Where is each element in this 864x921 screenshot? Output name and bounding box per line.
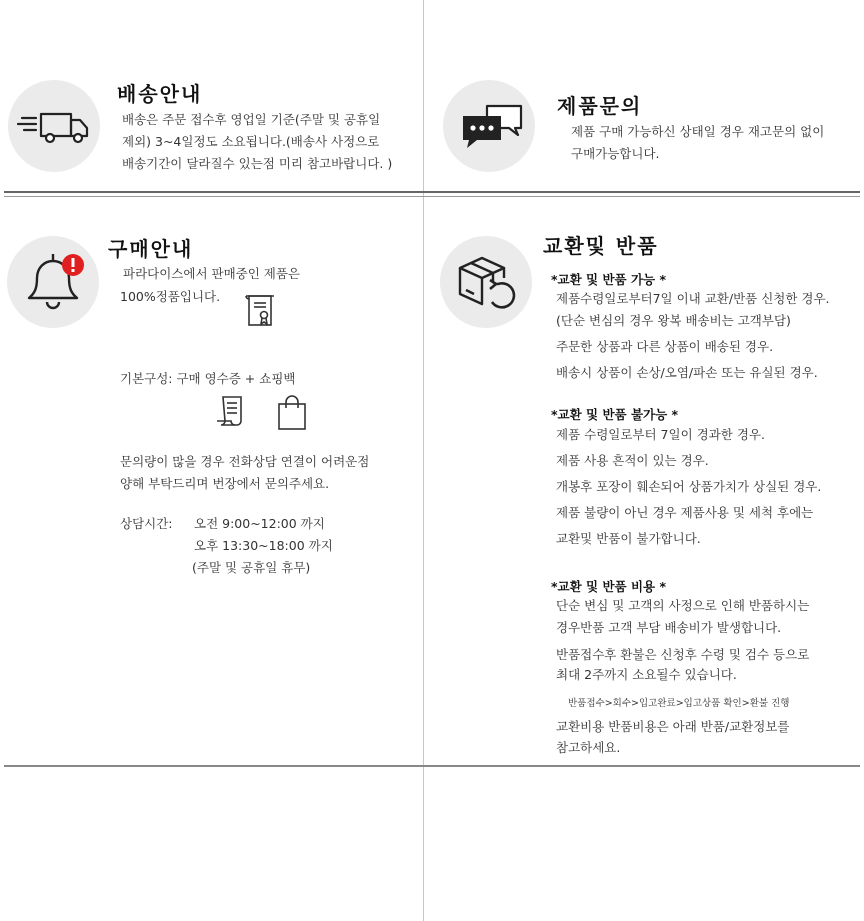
section-divider-top	[4, 191, 860, 197]
shipping-line-1: 배송은 주문 접수후 영업일 기준(주말 및 공휴일	[122, 112, 381, 127]
receipt-icon	[215, 394, 245, 430]
section-divider-bottom	[4, 765, 860, 767]
exchange-possible-line-2: (단순 변심의 경우 왕복 배송비는 고객부담)	[556, 313, 791, 328]
purchase-genuine-line-1: 파라다이스에서 판매중인 제품은	[123, 266, 300, 281]
notification-bell-icon	[7, 236, 99, 328]
exchange-cost-line-1: 단순 변심 및 고객의 사정으로 인해 반품하시는	[556, 598, 810, 613]
shopping-bag-icon	[275, 392, 309, 432]
exchange-impossible-line-1: 제품 수령일로부터 7일이 경과한 경우.	[556, 427, 765, 442]
purchase-hours-line-2: 오후 13:30~18:00 까지	[194, 538, 333, 553]
exchange-possible-line-4: 배송시 상품이 손상/오염/파손 또는 유실된 경우.	[556, 365, 818, 380]
purchase-contact-line-2: 양해 부탁드리며 번장에서 문의주세요.	[120, 476, 330, 491]
exchange-final-line-2: 참고하세요.	[556, 740, 621, 755]
exchange-cost-line-4: 최대 2주까지 소요될수 있습니다.	[556, 667, 737, 682]
exchange-impossible-line-3: 개봉후 포장이 훼손되어 상품가치가 상실된 경우.	[556, 479, 822, 494]
purchase-components: 기본구성: 구매 영수증 + 쇼핑백	[120, 371, 296, 386]
inquiry-icon-circle	[443, 80, 535, 172]
delivery-truck-icon	[8, 80, 100, 172]
shipping-icon-circle	[8, 80, 100, 172]
exchange-process: 반품접수>회수>입고완료>입고상품 확인>환불 진행	[568, 698, 790, 709]
exchange-impossible-heading: *교환 및 반품 불가능 *	[551, 407, 679, 422]
guide-line	[423, 0, 424, 921]
exchange-final-line-1: 교환비용 반품비용은 아래 반품/교환정보를	[556, 719, 790, 734]
purchase-hours-line-1: 오전 9:00~12:00 까지	[194, 516, 325, 531]
exchange-impossible-line-4: 제품 불량이 아닌 경우 제품사용 및 세척 후에는	[556, 505, 814, 520]
purchase-contact-line-1: 문의량이 많을 경우 전화상담 연결이 어려운점	[120, 454, 370, 469]
shipping-line-3: 배송기간이 달라질수 있는점 미리 참고바랍니다. )	[122, 156, 393, 171]
exchange-impossible-line-5: 교환및 반품이 불가합니다.	[556, 531, 701, 546]
shipping-line-2: 제외) 3~4일정도 소요됩니다.(배송사 사정으로	[122, 134, 380, 149]
exchange-possible-heading: *교환 및 반품 가능 *	[551, 272, 667, 287]
exchange-icon-circle	[440, 236, 532, 328]
purchase-icon-circle	[7, 236, 99, 328]
purchase-hours-line-3: (주말 및 공휴일 휴무)	[192, 560, 311, 575]
exchange-title: 교환및 반품	[543, 234, 659, 258]
chat-bubbles-icon	[443, 80, 535, 172]
exchange-cost-heading: *교환 및 반품 비용 *	[551, 579, 667, 594]
purchase-genuine-line-2: 100%정품입니다.	[120, 289, 221, 304]
inquiry-line-1: 제품 구매 가능하신 상태일 경우 재고문의 없이	[571, 124, 825, 139]
inquiry-title: 제품문의	[557, 94, 643, 118]
exchange-cost-line-2: 경우반품 고객 부담 배송비가 발생합니다.	[556, 620, 782, 635]
purchase-title: 구매안내	[108, 237, 194, 261]
exchange-possible-line-1: 제품수령일로부터7일 이내 교환/반품 신청한 경우.	[556, 291, 830, 306]
exchange-cost-line-3: 반품접수후 환불은 신청후 수령 및 검수 등으로	[556, 647, 810, 662]
inquiry-line-2: 구매가능합니다.	[571, 146, 660, 161]
return-box-icon	[440, 236, 532, 328]
purchase-hours-label: 상담시간:	[120, 516, 173, 531]
shipping-title: 배송안내	[117, 82, 203, 106]
exchange-possible-line-3: 주문한 상품과 다른 상품이 배송된 경우.	[556, 339, 774, 354]
certificate-icon	[244, 292, 278, 330]
exchange-impossible-line-2: 제품 사용 흔적이 있는 경우.	[556, 453, 709, 468]
